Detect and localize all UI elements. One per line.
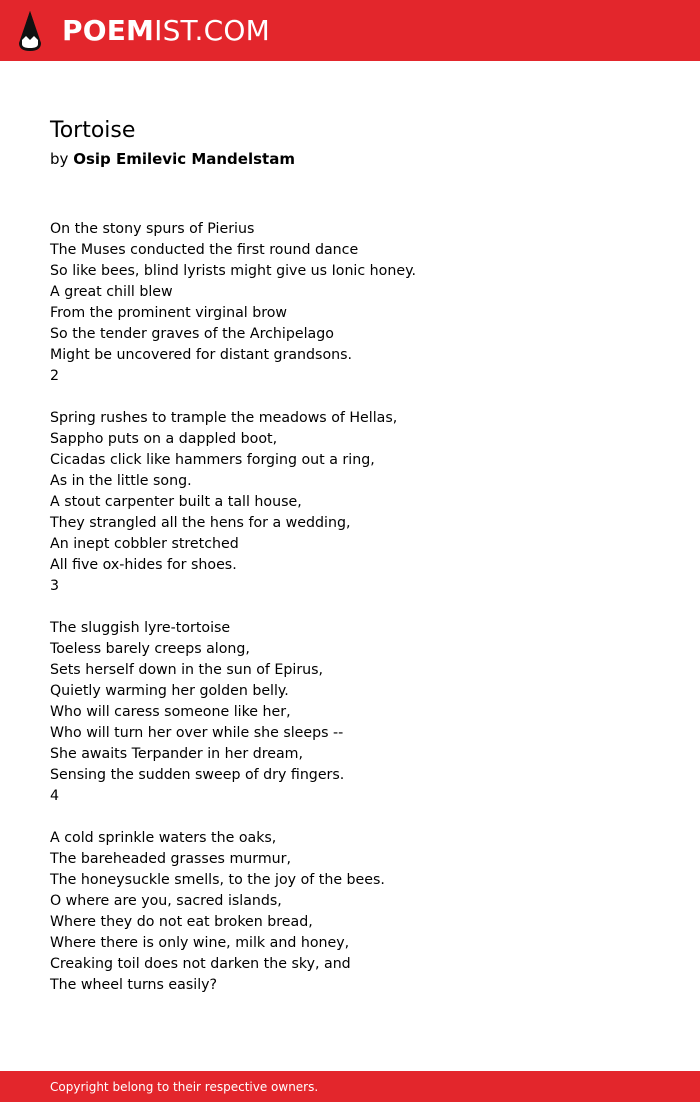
poem-line: From the prominent virginal brow xyxy=(50,305,288,321)
poem-line: On the stony spurs of Pierius xyxy=(50,221,255,237)
poem-line: Sets herself down in the sun of Epirus, xyxy=(50,662,324,678)
poem-line: The wheel turns easily? xyxy=(50,977,218,993)
poem-line: 3 xyxy=(50,578,60,594)
poem-line: Cicadas click like hammers forging out a ring, xyxy=(50,452,375,468)
poem-line: Quietly warming her golden belly. xyxy=(50,683,289,699)
byline xyxy=(50,148,295,170)
stanza-gap xyxy=(50,597,650,618)
brand-bold-part: POEM xyxy=(62,14,155,47)
poem-line: Who will caress someone like her, xyxy=(50,704,291,720)
poem-line: So like bees, blind lyrists might give us Ionic honey. xyxy=(50,263,416,279)
by-prefix: by xyxy=(50,150,69,168)
poem-line: The honeysuckle smells, to the joy of the bees. xyxy=(50,872,385,888)
poem-line: The sluggish lyre-tortoise xyxy=(50,620,231,636)
pencil-tip-icon[interactable] xyxy=(18,10,42,52)
poem-line: O where are you, sacred islands, xyxy=(50,893,282,909)
poem-line: An inept cobbler stretched xyxy=(50,536,239,552)
poem-line: 4 xyxy=(50,788,60,804)
copyright-notice: Copyright belong to their respective owners. xyxy=(50,1080,319,1094)
poem-line: Might be uncovered for distant grandsons. xyxy=(50,347,353,363)
poem-line: As in the little song. xyxy=(50,473,192,489)
poem-line: Where they do not eat broken bread, xyxy=(50,914,313,930)
brand-light-part: IST.COM xyxy=(154,14,270,47)
poem-line: 2 xyxy=(50,368,60,384)
poem-line: All five ox-hides for shoes. xyxy=(50,557,237,573)
poem-line: A stout carpenter built a tall house, xyxy=(50,494,302,510)
poem-line: So the tender graves of the Archipelago xyxy=(50,326,334,342)
poem-line: The bareheaded grasses murmur, xyxy=(50,851,292,867)
site-logo-text[interactable] xyxy=(62,12,270,50)
poem-line: Sensing the sudden sweep of dry fingers. xyxy=(50,767,345,783)
poem-line: A great chill blew xyxy=(50,284,173,300)
poem-line: Where there is only wine, milk and honey, xyxy=(50,935,350,951)
poem-line: A cold sprinkle waters the oaks, xyxy=(50,830,277,846)
poem-line: Creaking toil does not darken the sky, and xyxy=(50,956,351,972)
poem-line: Who will turn her over while she sleeps -- xyxy=(50,725,344,741)
author-name: Osip Emilevic Mandelstam xyxy=(73,150,295,168)
site-header xyxy=(0,0,700,61)
poem-line: The Muses conducted the first round dance xyxy=(50,242,359,258)
stanza-gap xyxy=(50,387,650,408)
poem-line: Spring rushes to trample the meadows of Hellas, xyxy=(50,410,398,426)
stanza-gap xyxy=(50,807,650,828)
site-footer xyxy=(0,1071,700,1102)
poem-line: Toeless barely creeps along, xyxy=(50,641,250,657)
poem-line: Sappho puts on a dappled boot, xyxy=(50,431,278,447)
poem-body xyxy=(50,219,650,996)
poem-line: They strangled all the hens for a wedding, xyxy=(50,515,351,531)
poem-title: Tortoise xyxy=(50,118,136,143)
poem-line: She awaits Terpander in her dream, xyxy=(50,746,304,762)
